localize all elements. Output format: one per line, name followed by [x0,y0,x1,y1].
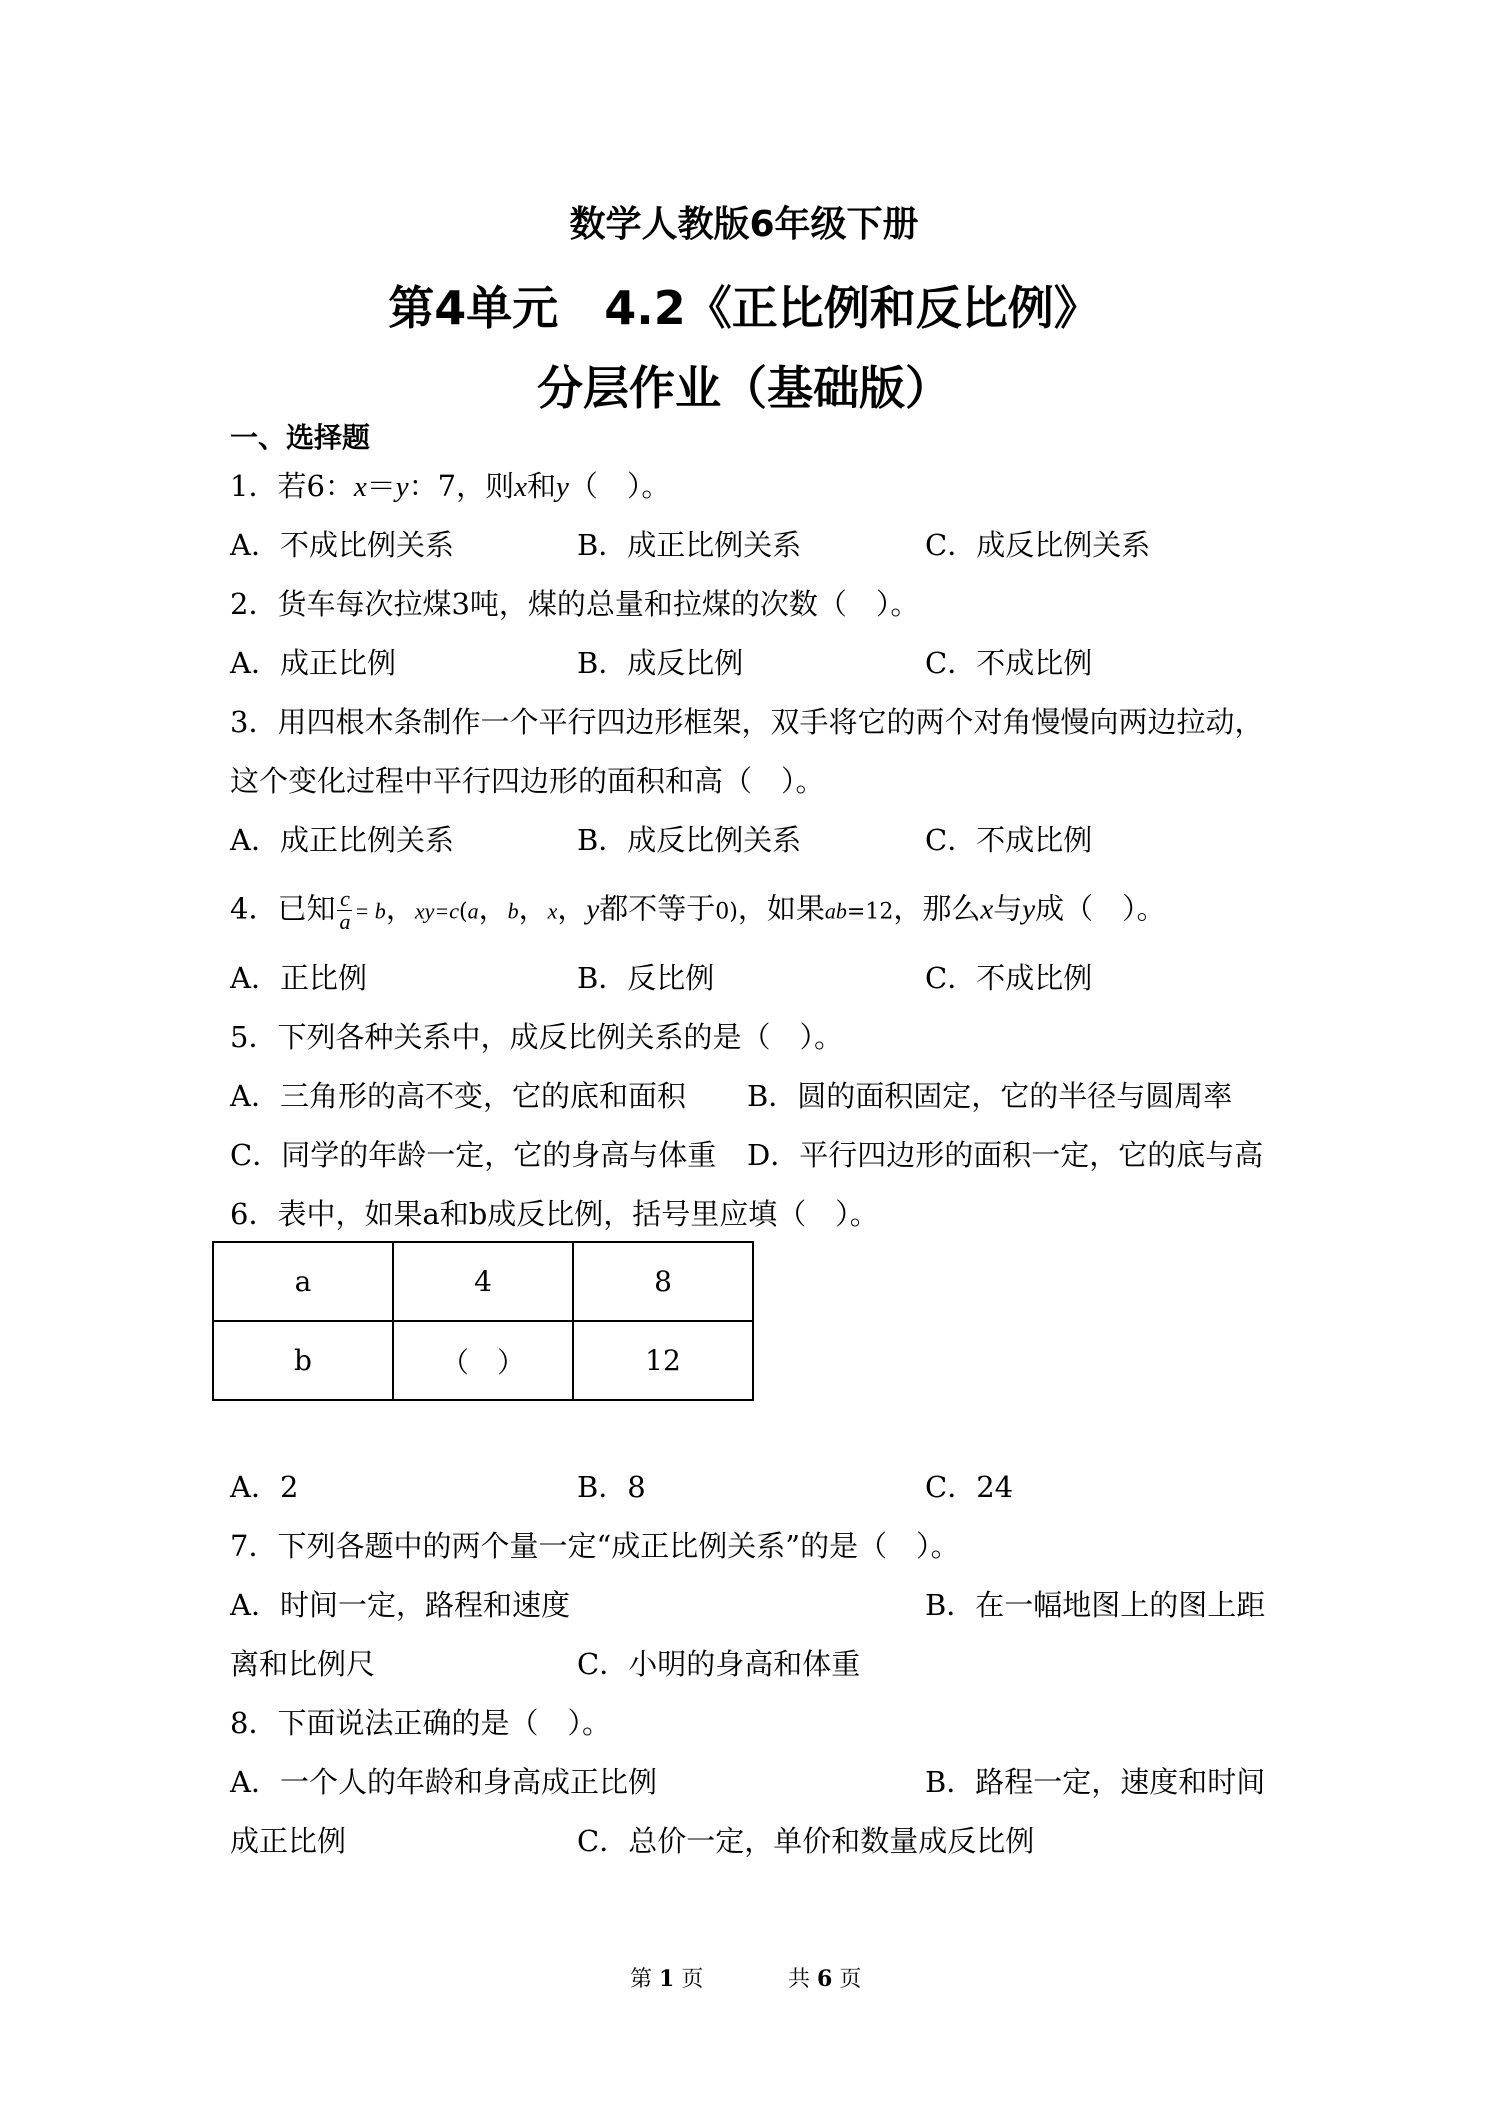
q2-option-c: C．不成比例 [925,646,1093,680]
question-5: 5．下列各种关系中，成反比例关系的是（ ）。 [230,1020,843,1054]
page-label-pre: 第 [630,1967,653,1992]
q1-equals: ＝ [366,469,396,503]
q4-var-x2: x [980,893,994,926]
q3-option-b: B．成反比例关系 [577,823,802,857]
q8-option-a: A．一个人的年龄和身高成正比例 [230,1765,657,1799]
q4-then: ，那么 [893,891,981,926]
page-num: 1 [659,1966,675,1992]
subject-heading: 数学人教版6年级下册 [569,204,919,245]
q7-option-b: B．在一幅地图上的图上距 [925,1588,1266,1622]
table-cell: （ ） [393,1321,573,1400]
q7-option-c: C．小明的身高和体重 [577,1647,861,1681]
q4-paren-close: ) [729,899,738,925]
worksheet-subtitle: 分层作业（基础版） [537,361,951,415]
q1-suffix: （ ）。 [568,469,671,503]
q1-option-c: C．成反比例关系 [925,528,1151,562]
q1-var-x2: x [514,471,527,503]
q1-and: 和 [527,469,557,503]
q4-comma-1: ， [478,891,508,926]
q4-var-a: a [467,898,479,924]
q4-eq12: =12 [846,899,894,925]
q2-option-b: B．成反比例 [577,646,744,680]
q7-option-a: A．时间一定，路程和速度 [230,1588,570,1622]
q4-prefix: 4．已知 [230,891,336,926]
q4-zero: 0 [715,899,730,925]
q4-var-y2: y [1022,893,1036,926]
q4-sep: ， [385,891,415,926]
table-cell: 12 [573,1321,753,1400]
q4-var-b: b [507,898,519,924]
q4-frac-numerator: c [337,888,352,911]
q4-ab: ab [824,898,847,924]
total-label-pre: 共 [788,1967,811,1992]
table-cell: 8 [573,1242,753,1321]
question-1 [230,466,670,507]
q4-option-b: B．反比例 [577,961,715,995]
q4-var-y: y [586,893,600,926]
q7-option-b-cont: 离和比例尺 [230,1647,376,1681]
section-heading: 一、选择题 [230,421,371,454]
q6-table [212,1241,754,1401]
q4-paren-open: ( [458,899,468,925]
q1-mid: ：7，则 [408,469,515,503]
q4-comma-3: ， [557,891,587,926]
table-cell: 4 [393,1242,573,1321]
q1-var-y: y [395,471,409,503]
q3-option-a: A．成正比例关系 [230,823,454,857]
q4-frac-denominator: a [339,909,351,934]
q5-option-d: D．平行四边形的面积一定，它的底与高 [747,1138,1264,1172]
total-num: 6 [817,1966,833,1992]
q1-var-x: x [353,471,367,503]
total-label-post: 页 [839,1967,862,1992]
q4-suffix: 成（ ）。 [1035,891,1166,926]
q1-var-y2: y [556,471,569,503]
q1-option-b: B．成正比例关系 [577,528,802,562]
q6-option-a: A．2 [230,1470,299,1504]
table-cell: a [213,1242,393,1321]
q4-option-c: C．不成比例 [925,961,1093,995]
q5-option-c: C．同学的年龄一定，它的身高与体重 [230,1138,717,1172]
q5-option-b: B．圆的面积固定，它的半径与圆周率 [747,1079,1233,1113]
q4-option-a: A．正比例 [230,961,367,995]
q8-option-c: C．总价一定，单价和数量成反比例 [577,1824,1035,1858]
q8-option-b: B．路程一定，速度和时间 [925,1765,1266,1799]
page-number [630,1962,703,1993]
q4-var-x: x [547,898,558,924]
q4-with: 与 [993,891,1023,926]
table-row [213,1321,753,1400]
question-3-line-2: 这个变化过程中平行四边形的面积和高（ ）。 [230,764,825,798]
question-7: 7．下列各题中的两个量一定“成正比例关系”的是（ ）。 [230,1529,960,1563]
q1-option-a: A．不成比例关系 [230,528,454,562]
q3-option-c: C．不成比例 [925,823,1093,857]
q4-eq-c: =c [434,898,459,924]
q4-xy: xy [414,898,435,924]
question-3-line-1: 3．用四根木条制作一个平行四边形框架，双手将它的两个对角慢慢向两边拉动， [230,705,1264,739]
question-8: 8．下面说法正确的是（ ）。 [230,1706,611,1740]
q6-option-b: B．8 [577,1470,646,1504]
q4-comma-2: ， [518,891,548,926]
question-2: 2．货车每次拉煤3吨，煤的总量和拉煤的次数（ ）。 [230,587,920,621]
q5-option-a: A．三角形的高不变，它的底和面积 [230,1079,686,1113]
q1-prefix: 1．若6： [230,469,354,503]
q4-fraction [337,888,352,933]
page-total [788,1962,861,1993]
question-4 [230,888,1166,933]
table-row [213,1242,753,1321]
q4-if: ，如果 [737,891,825,926]
page-label-post: 页 [681,1967,704,1992]
question-6: 6．表中，如果a和b成反比例，括号里应填（ ）。 [230,1197,879,1231]
q6-option-c: C．24 [925,1470,1014,1504]
unit-title: 第4单元 4.2《正比例和反比例》 [388,281,1100,335]
q4-eq-b: = b [354,898,386,924]
table-cell: b [213,1321,393,1400]
q2-option-a: A．成正比例 [230,646,396,680]
q4-not-zero: 都不等于 [599,891,716,926]
q8-option-b-cont: 成正比例 [230,1824,347,1858]
